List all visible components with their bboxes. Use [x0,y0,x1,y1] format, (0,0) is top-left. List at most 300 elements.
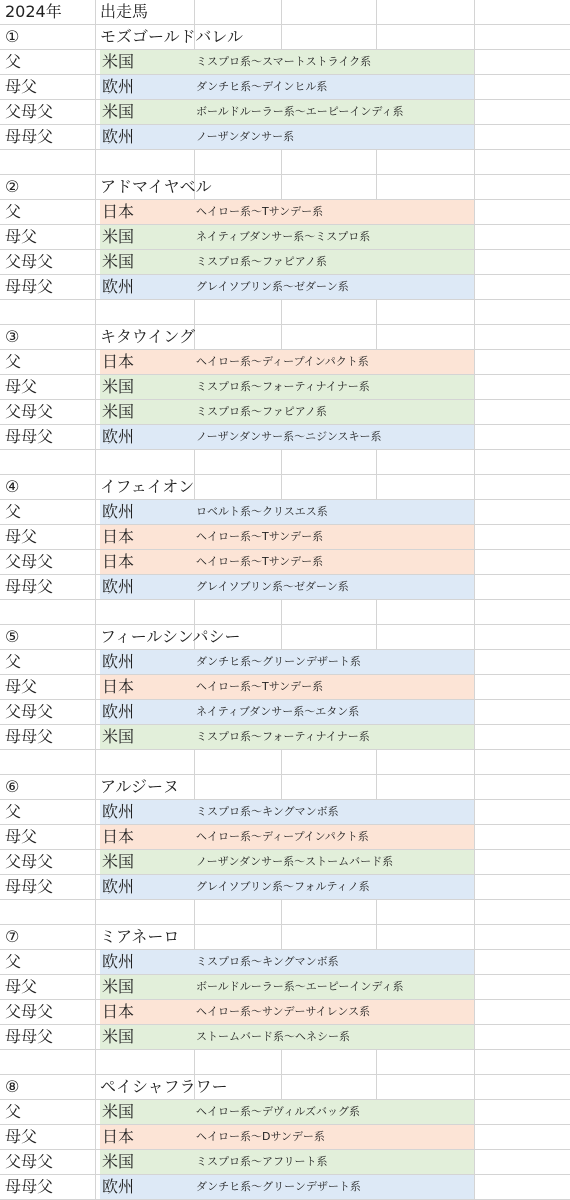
gridline [474,550,475,574]
gridline [474,1175,475,1199]
gridline [194,600,195,624]
region-cell[interactable]: 米国 [100,50,194,74]
region-cell[interactable]: 欧州 [100,275,194,299]
gridline [281,300,282,324]
pedigree-row [0,950,570,975]
horse-number-cell[interactable]: ⑧ [5,1077,20,1096]
sire-line-cell[interactable]: ノーザンダンサー系～ニジンスキー系 [194,425,474,449]
relation-cell[interactable]: 父 [5,802,22,821]
gridline [376,325,377,349]
gridline [376,450,377,474]
gridline [474,125,475,149]
gridline [281,750,282,774]
region-cell[interactable]: 欧州 [100,1175,194,1199]
region-cell[interactable]: 日本 [100,350,194,374]
gridline [95,950,96,974]
gridline [281,325,282,349]
gridline [474,425,475,449]
gridline [281,150,282,174]
gridline [474,475,475,499]
relation-cell[interactable]: 父母父 [5,702,54,721]
sire-line-cell[interactable]: グレイソブリン系～ゼダーン系 [194,575,474,599]
gridline [474,325,475,349]
gridline [376,300,377,324]
pedigree-row [0,575,570,600]
relation-cell[interactable]: 父母父 [5,402,54,421]
gridline [474,675,475,699]
sire-line-cell[interactable]: グレイソブリン系～フォルティノ系 [194,875,474,899]
relation-cell[interactable]: 父母父 [5,102,54,121]
gridline [376,900,377,924]
sire-line-cell[interactable]: ヘイロー系～Tサンデー系 [194,675,474,699]
gridline [95,850,96,874]
sire-line-cell[interactable]: ミスプロ系～キングマンボ系 [194,950,474,974]
horse-name-cell[interactable]: イフェイオン [100,477,195,496]
relation-cell[interactable]: 母母父 [5,877,54,896]
pedigree-row [0,375,570,400]
gridline [281,625,282,649]
sire-line-cell[interactable]: ヘイロー系～サンデーサイレンス系 [194,1000,474,1024]
sire-line-cell[interactable]: ミスプロ系～キングマンボ系 [194,800,474,824]
relation-cell[interactable]: 父母父 [5,552,54,571]
relation-cell[interactable]: 母父 [5,377,38,396]
gridline [95,525,96,549]
region-cell[interactable]: 欧州 [100,650,194,674]
relation-cell[interactable]: 母母父 [5,1027,54,1046]
gridline [194,1050,195,1074]
pedigree-row [0,100,570,125]
gridline [95,1175,96,1199]
gridline [376,25,377,49]
gridline [95,825,96,849]
gridline [194,775,195,799]
gridline [474,950,475,974]
gridline [95,350,96,374]
region-cell[interactable]: 欧州 [100,950,194,974]
relation-cell[interactable]: 父 [5,502,22,521]
relation-cell[interactable]: 母父 [5,1127,38,1146]
gridline [95,875,96,899]
pedigree-row [0,975,570,1000]
pedigree-row [0,675,570,700]
gridline [474,300,475,324]
blank-row [0,600,570,625]
pedigree-row [0,125,570,150]
gridline [376,1050,377,1074]
horse-name-cell[interactable]: キタウイング [100,327,196,346]
gridline [95,675,96,699]
gridline [474,250,475,274]
sire-line-cell[interactable]: ミスプロ系～スマートストライク系 [194,50,474,74]
region-cell[interactable]: 日本 [100,1125,194,1149]
gridline [95,325,96,349]
sire-line-cell[interactable]: ヘイロー系～ディープインパクト系 [194,350,474,374]
gridline [95,500,96,524]
relation-cell[interactable]: 母父 [5,527,38,546]
pedigree-row [0,50,570,75]
relation-cell[interactable]: 母母父 [5,127,54,146]
horse-name-row [0,175,570,200]
relation-cell[interactable]: 母父 [5,677,38,696]
gridline [194,450,195,474]
gridline [474,50,475,74]
gridline [95,1000,96,1024]
gridline [474,0,475,24]
pedigree-row [0,75,570,100]
sire-line-cell[interactable]: ストームバード系～ヘネシー系 [194,1025,474,1049]
pedigree-row [0,725,570,750]
relation-cell[interactable]: 母父 [5,977,38,996]
gridline [281,25,282,49]
gridline [95,550,96,574]
horse-name-row [0,25,570,50]
sire-line-cell[interactable]: ミスプロ系～ファピアノ系 [194,250,474,274]
gridline [95,1075,96,1099]
region-cell[interactable]: 米国 [100,850,194,874]
horse-name-row [0,625,570,650]
gridline [474,700,475,724]
horse-name-cell[interactable]: アドマイヤベル [100,177,212,196]
gridline [95,250,96,274]
relation-cell[interactable]: 父 [5,1102,22,1121]
sire-line-cell[interactable]: グレイソブリン系～ゼダーン系 [194,275,474,299]
gridline [194,900,195,924]
relation-cell[interactable]: 母父 [5,227,38,246]
gridline [474,450,475,474]
gridline [95,225,96,249]
region-cell[interactable]: 欧州 [100,575,194,599]
gridline [194,0,195,24]
region-cell[interactable]: 欧州 [100,500,194,524]
pedigree-row [0,700,570,725]
horse-number-cell[interactable]: ② [5,177,20,196]
sire-line-cell[interactable]: ネイティブダンサー系～ミスプロ系 [194,225,474,249]
header-row [0,0,570,25]
gridline [95,175,96,199]
gridline [95,975,96,999]
horse-name-row [0,325,570,350]
sire-line-cell[interactable]: ヘイロー系～デヴィルズバッグ系 [194,1100,474,1124]
region-cell[interactable]: 米国 [100,250,194,274]
gridline [474,900,475,924]
gridline [95,450,96,474]
gridline [95,475,96,499]
gridline [474,825,475,849]
gridline [95,700,96,724]
gridline [95,1150,96,1174]
pedigree-row [0,1150,570,1175]
gridline [376,475,377,499]
gridline [194,925,195,949]
pedigree-row [0,1125,570,1150]
pedigree-row [0,1025,570,1050]
gridline [281,900,282,924]
gridline [474,650,475,674]
horse-name-cell[interactable]: モズゴールドバレル [100,27,243,46]
pedigree-row [0,225,570,250]
gridline [95,650,96,674]
region-cell[interactable]: 米国 [100,1150,194,1174]
sire-line-cell[interactable]: ヘイロー系～Tサンデー系 [194,550,474,574]
gridline [474,1000,475,1024]
gridline [281,0,282,24]
gridline [474,800,475,824]
pedigree-row [0,550,570,575]
horse-number-cell[interactable]: ⑦ [5,927,20,946]
gridline [95,1100,96,1124]
gridline [95,200,96,224]
horse-number-cell[interactable]: ① [5,27,20,46]
horse-number-cell[interactable]: ⑤ [5,627,20,646]
gridline [95,400,96,424]
gridline [474,875,475,899]
horse-name-row [0,775,570,800]
region-cell[interactable]: 日本 [100,200,194,224]
relation-cell[interactable]: 母母父 [5,427,54,446]
gridline [474,500,475,524]
pedigree-row [0,200,570,225]
gridline [194,750,195,774]
gridline [474,1050,475,1074]
gridline [474,850,475,874]
sire-line-cell[interactable]: ネイティブダンサー系～エタン系 [194,700,474,724]
gridline [474,625,475,649]
pedigree-row [0,1100,570,1125]
gridline [474,75,475,99]
gridline [95,600,96,624]
gridline [194,150,195,174]
title-cell[interactable]: 出走馬 [100,2,149,21]
sire-line-cell[interactable]: ヘイロー系～Tサンデー系 [194,525,474,549]
horse-name-cell[interactable]: フィールシンパシー [100,627,241,646]
relation-cell[interactable]: 父母父 [5,252,54,271]
relation-cell[interactable]: 父母父 [5,1002,54,1021]
gridline [95,750,96,774]
relation-cell[interactable]: 母母父 [5,277,54,296]
gridline [474,175,475,199]
gridline [95,100,96,124]
gridline [281,1075,282,1099]
horse-name-row [0,925,570,950]
gridline [376,925,377,949]
region-cell[interactable]: 米国 [100,1100,194,1124]
relation-cell[interactable]: 父母父 [5,1152,54,1171]
pedigree-row [0,250,570,275]
gridline [95,925,96,949]
region-cell[interactable]: 日本 [100,1000,194,1024]
relation-cell[interactable]: 父 [5,52,22,71]
region-cell[interactable]: 米国 [100,375,194,399]
gridline [376,0,377,24]
region-cell[interactable]: 日本 [100,825,194,849]
gridline [95,75,96,99]
pedigree-row [0,1000,570,1025]
relation-cell[interactable]: 母父 [5,827,38,846]
gridline [474,1125,475,1149]
sire-line-cell[interactable]: ヘイロー系～Tサンデー系 [194,200,474,224]
gridline [474,925,475,949]
gridline [376,625,377,649]
pedigree-row [0,500,570,525]
sire-line-cell[interactable]: ミスプロ系～アフリート系 [194,1150,474,1174]
gridline [281,925,282,949]
horse-name-row [0,475,570,500]
relation-cell[interactable]: 父 [5,652,22,671]
gridline [376,150,377,174]
region-cell[interactable]: 欧州 [100,125,194,149]
gridline [474,200,475,224]
region-cell[interactable]: 欧州 [100,75,194,99]
relation-cell[interactable]: 母母父 [5,577,54,596]
blank-row [0,300,570,325]
gridline [474,1075,475,1099]
region-cell[interactable]: 欧州 [100,800,194,824]
relation-cell[interactable]: 父 [5,202,22,221]
gridline [95,1025,96,1049]
horse-name-cell[interactable]: アルジーヌ [100,777,179,796]
gridline [474,400,475,424]
region-cell[interactable]: 米国 [100,975,194,999]
sire-line-cell[interactable]: ダンチヒ系～グリーンデザート系 [194,1175,474,1199]
horse-name-row [0,1075,570,1100]
gridline [281,600,282,624]
sire-line-cell[interactable]: ミスプロ系～フォーティナイナー系 [194,375,474,399]
gridline [474,750,475,774]
gridline [95,375,96,399]
pedigree-row [0,825,570,850]
blank-row [0,900,570,925]
gridline [474,1150,475,1174]
gridline [281,475,282,499]
sire-line-cell[interactable]: ノーザンダンサー系～ストームバード系 [194,850,474,874]
sire-line-cell[interactable]: ノーザンダンサー系 [194,125,474,149]
region-cell[interactable]: 米国 [100,100,194,124]
sire-line-cell[interactable]: ロベルト系～クリスエス系 [194,500,474,524]
gridline [376,600,377,624]
region-cell[interactable]: 米国 [100,725,194,749]
gridline [95,900,96,924]
sire-line-cell[interactable]: ダンチヒ系～グリーンデザート系 [194,650,474,674]
gridline [95,1050,96,1074]
gridline [474,150,475,174]
gridline [281,450,282,474]
pedigree-row [0,275,570,300]
blank-row [0,450,570,475]
horse-number-cell[interactable]: ④ [5,477,20,496]
region-cell[interactable]: 米国 [100,225,194,249]
horse-number-cell[interactable]: ⑥ [5,777,20,796]
gridline [194,300,195,324]
region-cell[interactable]: 日本 [100,525,194,549]
gridline [474,375,475,399]
pedigree-row [0,400,570,425]
gridline [474,1025,475,1049]
relation-cell[interactable]: 母母父 [5,727,54,746]
pedigree-row [0,800,570,825]
horse-name-cell[interactable]: ミアネーロ [100,927,180,946]
gridline [474,100,475,124]
gridline [95,300,96,324]
relation-cell[interactable]: 母父 [5,77,38,96]
gridline [376,775,377,799]
pedigree-row [0,1175,570,1200]
gridline [95,0,96,24]
gridline [474,25,475,49]
gridline [474,275,475,299]
pedigree-row [0,425,570,450]
gridline [474,600,475,624]
gridline [474,1100,475,1124]
gridline [95,775,96,799]
gridline [474,975,475,999]
blank-row [0,750,570,775]
region-cell[interactable]: 米国 [100,400,194,424]
gridline [474,775,475,799]
gridline [95,1125,96,1149]
region-cell[interactable]: 欧州 [100,425,194,449]
sire-line-cell[interactable]: ヘイロー系～ディープインパクト系 [194,825,474,849]
region-cell[interactable]: 日本 [100,550,194,574]
gridline [376,750,377,774]
horse-name-cell[interactable]: ペイシャフラワー [100,1077,228,1096]
sire-line-cell[interactable]: ボールドルーラー系～エーピーインディ系 [194,100,474,124]
gridline [376,175,377,199]
sire-line-cell[interactable]: ボールドルーラー系～エーピーインディ系 [194,975,474,999]
pedigree-row [0,850,570,875]
pedigree-row [0,525,570,550]
region-cell[interactable]: 欧州 [100,875,194,899]
gridline [281,1050,282,1074]
relation-cell[interactable]: 母母父 [5,1177,54,1196]
gridline [95,25,96,49]
region-cell[interactable]: 欧州 [100,700,194,724]
gridline [474,525,475,549]
gridline [376,1075,377,1099]
horse-number-cell[interactable]: ③ [5,327,20,346]
pedigree-row [0,650,570,675]
gridline [95,50,96,74]
gridline [281,775,282,799]
pedigree-row [0,350,570,375]
gridline [95,275,96,299]
sire-line-cell[interactable]: ヘイロー系～Dサンデー系 [194,1125,474,1149]
sire-line-cell[interactable]: ミスプロ系～フォーティナイナー系 [194,725,474,749]
gridline [95,725,96,749]
gridline [95,425,96,449]
relation-cell[interactable]: 父母父 [5,852,54,871]
year-cell[interactable]: 2024年 [5,2,62,21]
gridline [95,625,96,649]
sire-line-cell[interactable]: ダンチヒ系～デインヒル系 [194,75,474,99]
sire-line-cell[interactable]: ミスプロ系～ファピアノ系 [194,400,474,424]
gridline [95,800,96,824]
gridline [474,350,475,374]
gridline [95,150,96,174]
region-cell[interactable]: 日本 [100,675,194,699]
blank-row [0,1050,570,1075]
relation-cell[interactable]: 父 [5,952,22,971]
gridline [95,125,96,149]
pedigree-row [0,875,570,900]
region-cell[interactable]: 米国 [100,1025,194,1049]
gridline [281,175,282,199]
gridline [474,575,475,599]
gridline [474,225,475,249]
blank-row [0,150,570,175]
gridline [474,725,475,749]
relation-cell[interactable]: 父 [5,352,22,371]
gridline [95,575,96,599]
